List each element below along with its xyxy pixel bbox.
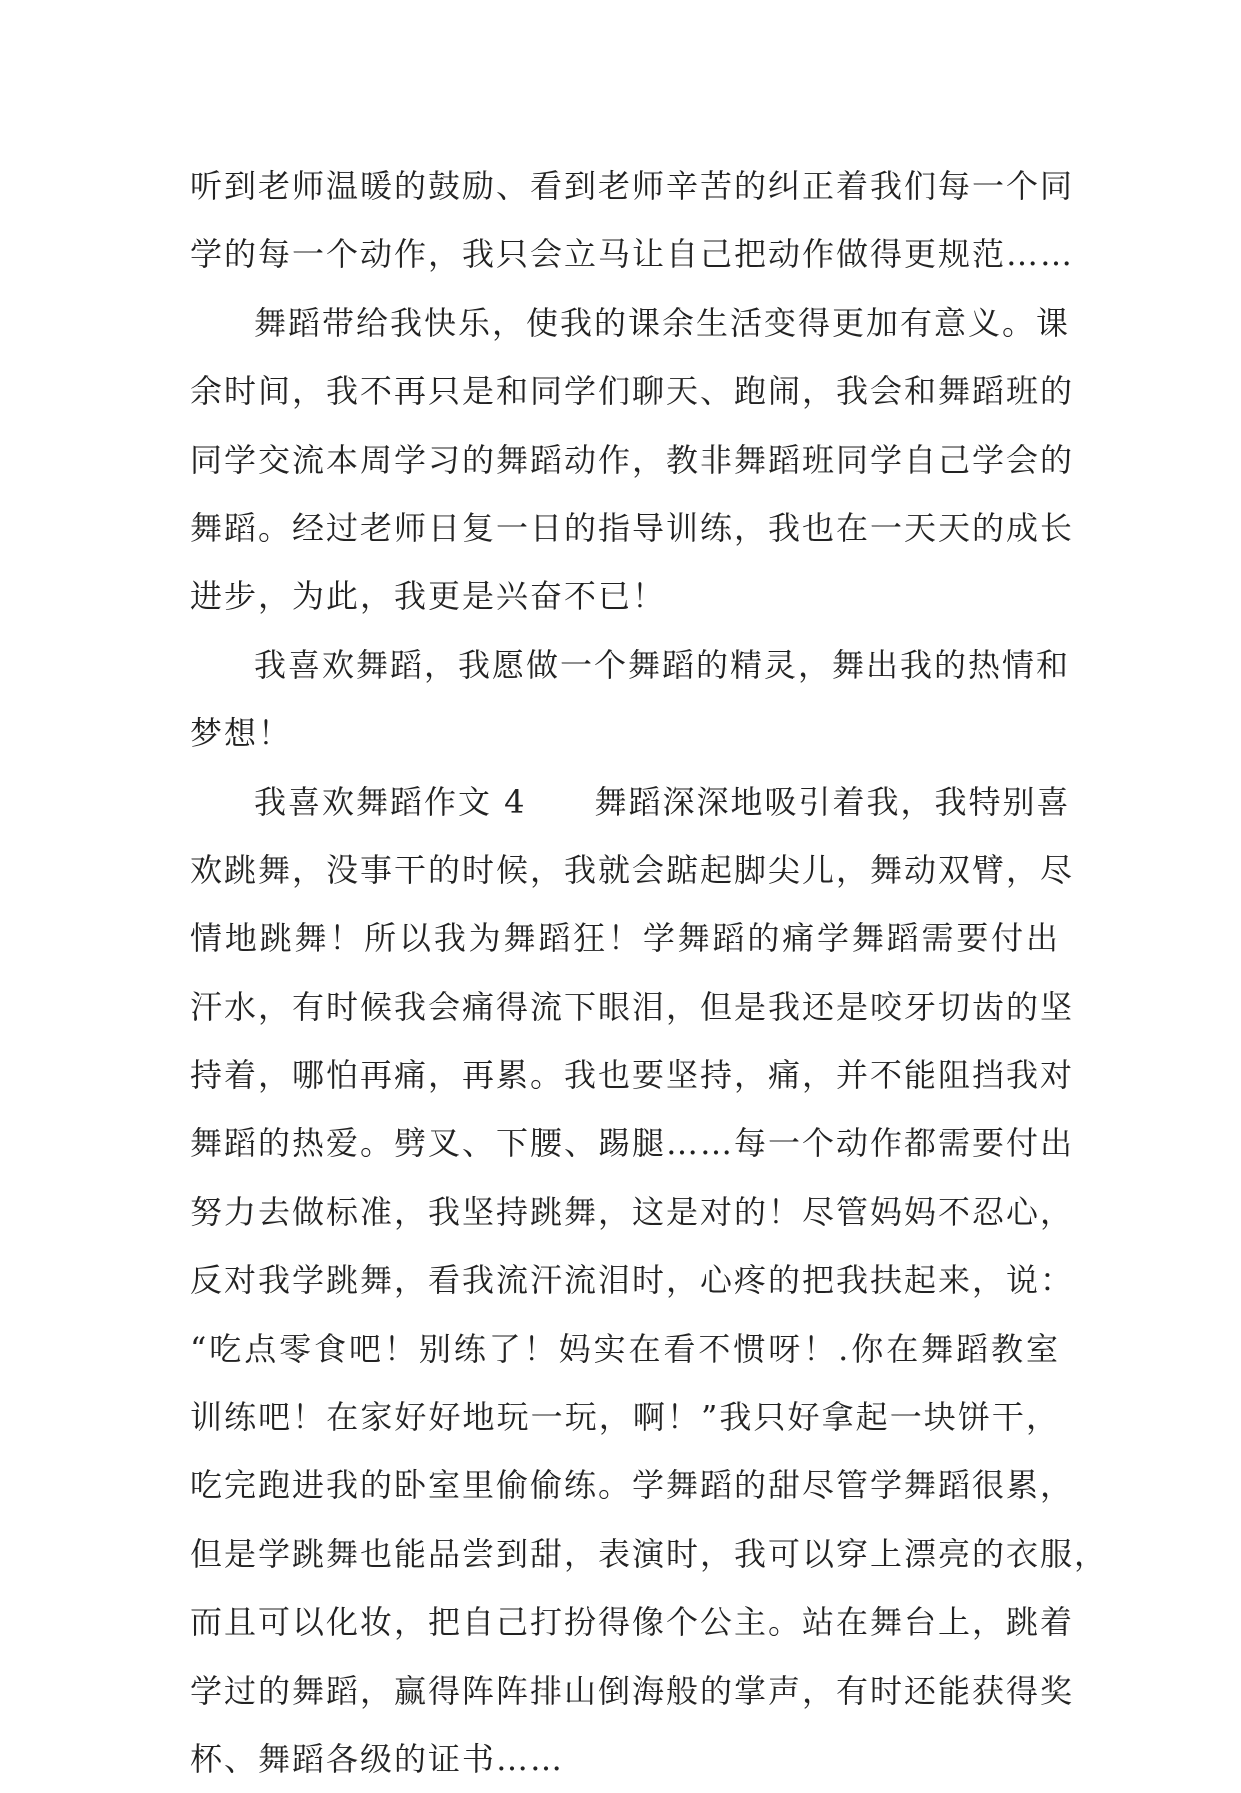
text-line: 梦想！ bbox=[190, 714, 293, 753]
text-line: 欢跳舞，没事干的时候，我就会踮起脚尖儿，舞动双臂，尽 bbox=[190, 850, 1075, 889]
text-line: 反对我学跳舞，看我流汗流泪时，心疼的把我扶起来，说： bbox=[190, 1261, 1075, 1300]
text-line: 持着，哪怕再痛，再累。我也要坚持，痛，并不能阻挡我对 bbox=[190, 1056, 1075, 1095]
essay-body bbox=[190, 152, 1109, 1793]
text-line: 进步，为此，我更是兴奋不已！ bbox=[190, 577, 667, 616]
text-line: 同学交流本周学习的舞蹈动作，教非舞蹈班同学自己学会的 bbox=[190, 440, 1075, 479]
text-line: 我喜欢舞蹈作文 4 舞蹈深深地吸引着我，我特别喜 bbox=[254, 782, 1071, 821]
text-line: 我喜欢舞蹈，我愿做一个舞蹈的精灵，舞出我的热情和 bbox=[254, 645, 1071, 684]
text-line: 学的每一个动作，我只会立马让自己把动作做得更规范…… bbox=[190, 235, 1075, 274]
text-line: 但是学跳舞也能品尝到甜，表演时，我可以穿上漂亮的衣服， bbox=[190, 1534, 1109, 1573]
text-line: 听到老师温暖的鼓励、看到老师辛苦的纠正着我们每一个同 bbox=[190, 167, 1075, 205]
text-line: 舞蹈。经过老师日复一日的指导训练，我也在一天天的成长 bbox=[190, 508, 1075, 547]
text-line: 杯、舞蹈各级的证书…… bbox=[190, 1739, 565, 1778]
text-line: 情地跳舞！所以我为舞蹈狂！学舞蹈的痛学舞蹈需要付出 bbox=[190, 919, 1060, 958]
text-line: “吃点零食吧！别练了！妈实在看不惯呀！.你在舞蹈教室 bbox=[190, 1329, 1060, 1368]
text-line: 舞蹈带给我快乐，使我的课余生活变得更加有意义。课 bbox=[254, 303, 1071, 342]
text-line: 余时间，我不再只是和同学们聊天、跑闹，我会和舞蹈班的 bbox=[190, 372, 1075, 411]
text-line: 而且可以化妆，把自己打扮得像个公主。站在舞台上，跳着 bbox=[190, 1603, 1075, 1642]
text-line: 舞蹈的热爱。劈叉、下腰、踢腿……每一个动作都需要付出 bbox=[190, 1124, 1075, 1163]
text-line: 汗水，有时候我会痛得流下眼泪，但是我还是咬牙切齿的坚 bbox=[190, 987, 1075, 1026]
text-line: 吃完跑进我的卧室里偷偷练。学舞蹈的甜尽管学舞蹈很累， bbox=[190, 1466, 1075, 1505]
text-line: 训练吧！在家好好地玩一玩，啊！”我只好拿起一块饼干， bbox=[190, 1398, 1060, 1437]
text-line: 学过的舞蹈，赢得阵阵排山倒海般的掌声，有时还能获得奖 bbox=[190, 1671, 1075, 1710]
text-line: 努力去做标准，我坚持跳舞，这是对的！尽管妈妈不忍心， bbox=[190, 1192, 1075, 1231]
